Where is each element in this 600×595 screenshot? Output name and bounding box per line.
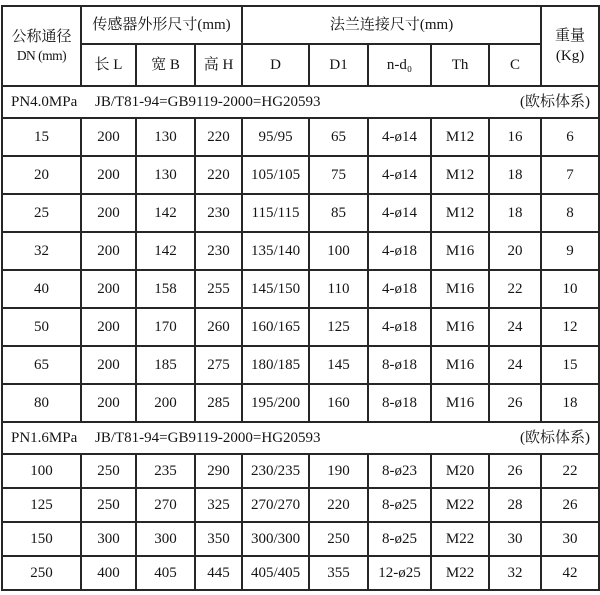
table-cell: 400: [81, 556, 136, 590]
table-cell: 8-ø25: [368, 522, 431, 556]
table-cell: 20: [489, 232, 541, 270]
table-cell: 24: [489, 346, 541, 384]
header-weight-label: 重量: [555, 27, 586, 44]
table-cell: M22: [431, 522, 489, 556]
table-cell: 85: [309, 194, 368, 232]
table-cell: 28: [489, 488, 541, 522]
table-cell: 200: [81, 232, 136, 270]
table-body: [2, 86, 599, 590]
header-length: 长 L: [81, 44, 136, 86]
table-cell: 4-ø14: [368, 156, 431, 194]
table-cell: 18: [489, 194, 541, 232]
table-row: [2, 346, 599, 384]
table-cell: 300: [136, 522, 195, 556]
header-dn-label: 公称通径: [11, 28, 72, 45]
table-cell: 26: [489, 454, 541, 488]
header-th: Th: [431, 44, 489, 86]
header-dn: [2, 6, 81, 86]
cell-dn: 150: [2, 522, 81, 556]
table-cell: 4-ø14: [368, 194, 431, 232]
table-cell: 10: [541, 270, 599, 308]
spec-table: [1, 5, 600, 591]
table-cell: 185: [136, 346, 195, 384]
table-cell: 26: [489, 384, 541, 422]
table-cell: 260: [195, 308, 242, 346]
header-sensor-dimensions: 传感器外形尺寸(mm): [81, 6, 242, 44]
table-cell: 9: [541, 232, 599, 270]
table-cell: 200: [81, 194, 136, 232]
table-cell: M16: [431, 384, 489, 422]
table-cell: 190: [309, 454, 368, 488]
header-weight-unit: (Kg): [555, 48, 585, 64]
table-cell: 30: [489, 522, 541, 556]
table-cell: M22: [431, 488, 489, 522]
table-cell: M16: [431, 346, 489, 384]
table-cell: 300: [81, 522, 136, 556]
cell-dn: 65: [2, 346, 81, 384]
table-cell: 445: [195, 556, 242, 590]
table-cell: 22: [541, 454, 599, 488]
table-cell: 250: [309, 522, 368, 556]
table-cell: 255: [195, 270, 242, 308]
table-cell: 95/95: [242, 118, 309, 156]
table-cell: 275: [195, 346, 242, 384]
header-dn-unit: DN (mm): [16, 48, 67, 64]
section-cell: [2, 86, 599, 118]
header-c: C: [489, 44, 541, 86]
table-cell: 24: [489, 308, 541, 346]
section-note: (欧标体系): [520, 93, 591, 110]
table-row: [2, 384, 599, 422]
table-cell: M16: [431, 308, 489, 346]
table-cell: M16: [431, 270, 489, 308]
table-cell: 42: [541, 556, 599, 590]
table-cell: M16: [431, 232, 489, 270]
table-cell: 4-ø18: [368, 308, 431, 346]
table-cell: 115/115: [242, 194, 309, 232]
table-cell: 100: [309, 232, 368, 270]
table-cell: 200: [81, 384, 136, 422]
table-cell: 200: [81, 270, 136, 308]
table-cell: 355: [309, 556, 368, 590]
table-cell: 230/235: [242, 454, 309, 488]
table-row: [2, 488, 599, 522]
table-cell: M20: [431, 454, 489, 488]
table-row: [2, 522, 599, 556]
cell-dn: 25: [2, 194, 81, 232]
table-cell: 12: [541, 308, 599, 346]
table-cell: 230: [195, 194, 242, 232]
table-cell: 200: [136, 384, 195, 422]
section-note: (欧标体系): [520, 429, 591, 446]
table-cell: 220: [195, 118, 242, 156]
table-cell: 22: [489, 270, 541, 308]
table-row: [2, 556, 599, 590]
table-cell: 8-ø25: [368, 488, 431, 522]
table-cell: 8: [541, 194, 599, 232]
table-cell: 4-ø18: [368, 270, 431, 308]
table-cell: 145: [309, 346, 368, 384]
table-cell: 105/105: [242, 156, 309, 194]
table-row: [2, 156, 599, 194]
table-cell: 200: [81, 308, 136, 346]
cell-dn: 250: [2, 556, 81, 590]
table-cell: 230: [195, 232, 242, 270]
table-cell: 220: [195, 156, 242, 194]
table-cell: M12: [431, 194, 489, 232]
table-cell: 4-ø18: [368, 232, 431, 270]
cell-dn: 40: [2, 270, 81, 308]
header-d1: D1: [309, 44, 368, 86]
table-cell: 30: [541, 522, 599, 556]
table-cell: 7: [541, 156, 599, 194]
table-cell: 135/140: [242, 232, 309, 270]
table-cell: 75: [309, 156, 368, 194]
header-d: D: [242, 44, 309, 86]
table-cell: 142: [136, 232, 195, 270]
table-cell: M22: [431, 556, 489, 590]
table-cell: 125: [309, 308, 368, 346]
table-row: [2, 454, 599, 488]
table-cell: 158: [136, 270, 195, 308]
cell-dn: 20: [2, 156, 81, 194]
table-cell: 290: [195, 454, 242, 488]
section-pressure: PN1.6MPa: [11, 429, 78, 446]
table-cell: 405/405: [242, 556, 309, 590]
header-height: 高 H: [195, 44, 242, 86]
table-cell: 26: [541, 488, 599, 522]
header-n-d0: n-d₀: [368, 44, 431, 86]
table-cell: 250: [81, 454, 136, 488]
table-cell: 325: [195, 488, 242, 522]
table-cell: 270: [136, 488, 195, 522]
section-standard: JB/T81-94=GB9119-2000=HG20593: [95, 429, 321, 446]
table-header: [2, 6, 599, 86]
table-cell: 8-ø23: [368, 454, 431, 488]
cell-dn: 15: [2, 118, 81, 156]
table-cell: 170: [136, 308, 195, 346]
cell-dn: 80: [2, 384, 81, 422]
section-pressure: PN4.0MPa: [11, 93, 78, 110]
header-weight: [541, 6, 599, 86]
table-row: [2, 308, 599, 346]
cell-dn: 32: [2, 232, 81, 270]
table-cell: 6: [541, 118, 599, 156]
table-cell: 270/270: [242, 488, 309, 522]
table-cell: 285: [195, 384, 242, 422]
header-width: 宽 B: [136, 44, 195, 86]
table-cell: 32: [489, 556, 541, 590]
table-cell: 130: [136, 118, 195, 156]
table-cell: 4-ø14: [368, 118, 431, 156]
table-cell: 18: [489, 156, 541, 194]
table-row: [2, 194, 599, 232]
table-cell: 18: [541, 384, 599, 422]
table-cell: 220: [309, 488, 368, 522]
table-cell: 12-ø25: [368, 556, 431, 590]
table-cell: 195/200: [242, 384, 309, 422]
table-cell: 180/185: [242, 346, 309, 384]
table-cell: 405: [136, 556, 195, 590]
table-row: [2, 270, 599, 308]
table-cell: 200: [81, 156, 136, 194]
table-cell: 15: [541, 346, 599, 384]
table-cell: 350: [195, 522, 242, 556]
section-row: [2, 86, 599, 118]
table-cell: 8-ø18: [368, 346, 431, 384]
table-cell: 200: [81, 118, 136, 156]
cell-dn: 125: [2, 488, 81, 522]
table-row: [2, 118, 599, 156]
table-cell: M12: [431, 118, 489, 156]
table-cell: 145/150: [242, 270, 309, 308]
table-cell: 8-ø18: [368, 384, 431, 422]
table-row: [2, 232, 599, 270]
section-standard: JB/T81-94=GB9119-2000=HG20593: [95, 93, 321, 110]
table-cell: 300/300: [242, 522, 309, 556]
table-cell: 250: [81, 488, 136, 522]
table-cell: 160: [309, 384, 368, 422]
section-cell: [2, 422, 599, 454]
table-cell: M12: [431, 156, 489, 194]
table-cell: 110: [309, 270, 368, 308]
table-cell: 160/165: [242, 308, 309, 346]
table-cell: 130: [136, 156, 195, 194]
table-cell: 235: [136, 454, 195, 488]
cell-dn: 50: [2, 308, 81, 346]
cell-dn: 100: [2, 454, 81, 488]
section-row: [2, 422, 599, 454]
table-cell: 65: [309, 118, 368, 156]
table-cell: 16: [489, 118, 541, 156]
table-cell: 200: [81, 346, 136, 384]
table-cell: 142: [136, 194, 195, 232]
header-flange-dimensions: 法兰连接尺寸(mm): [242, 6, 541, 44]
